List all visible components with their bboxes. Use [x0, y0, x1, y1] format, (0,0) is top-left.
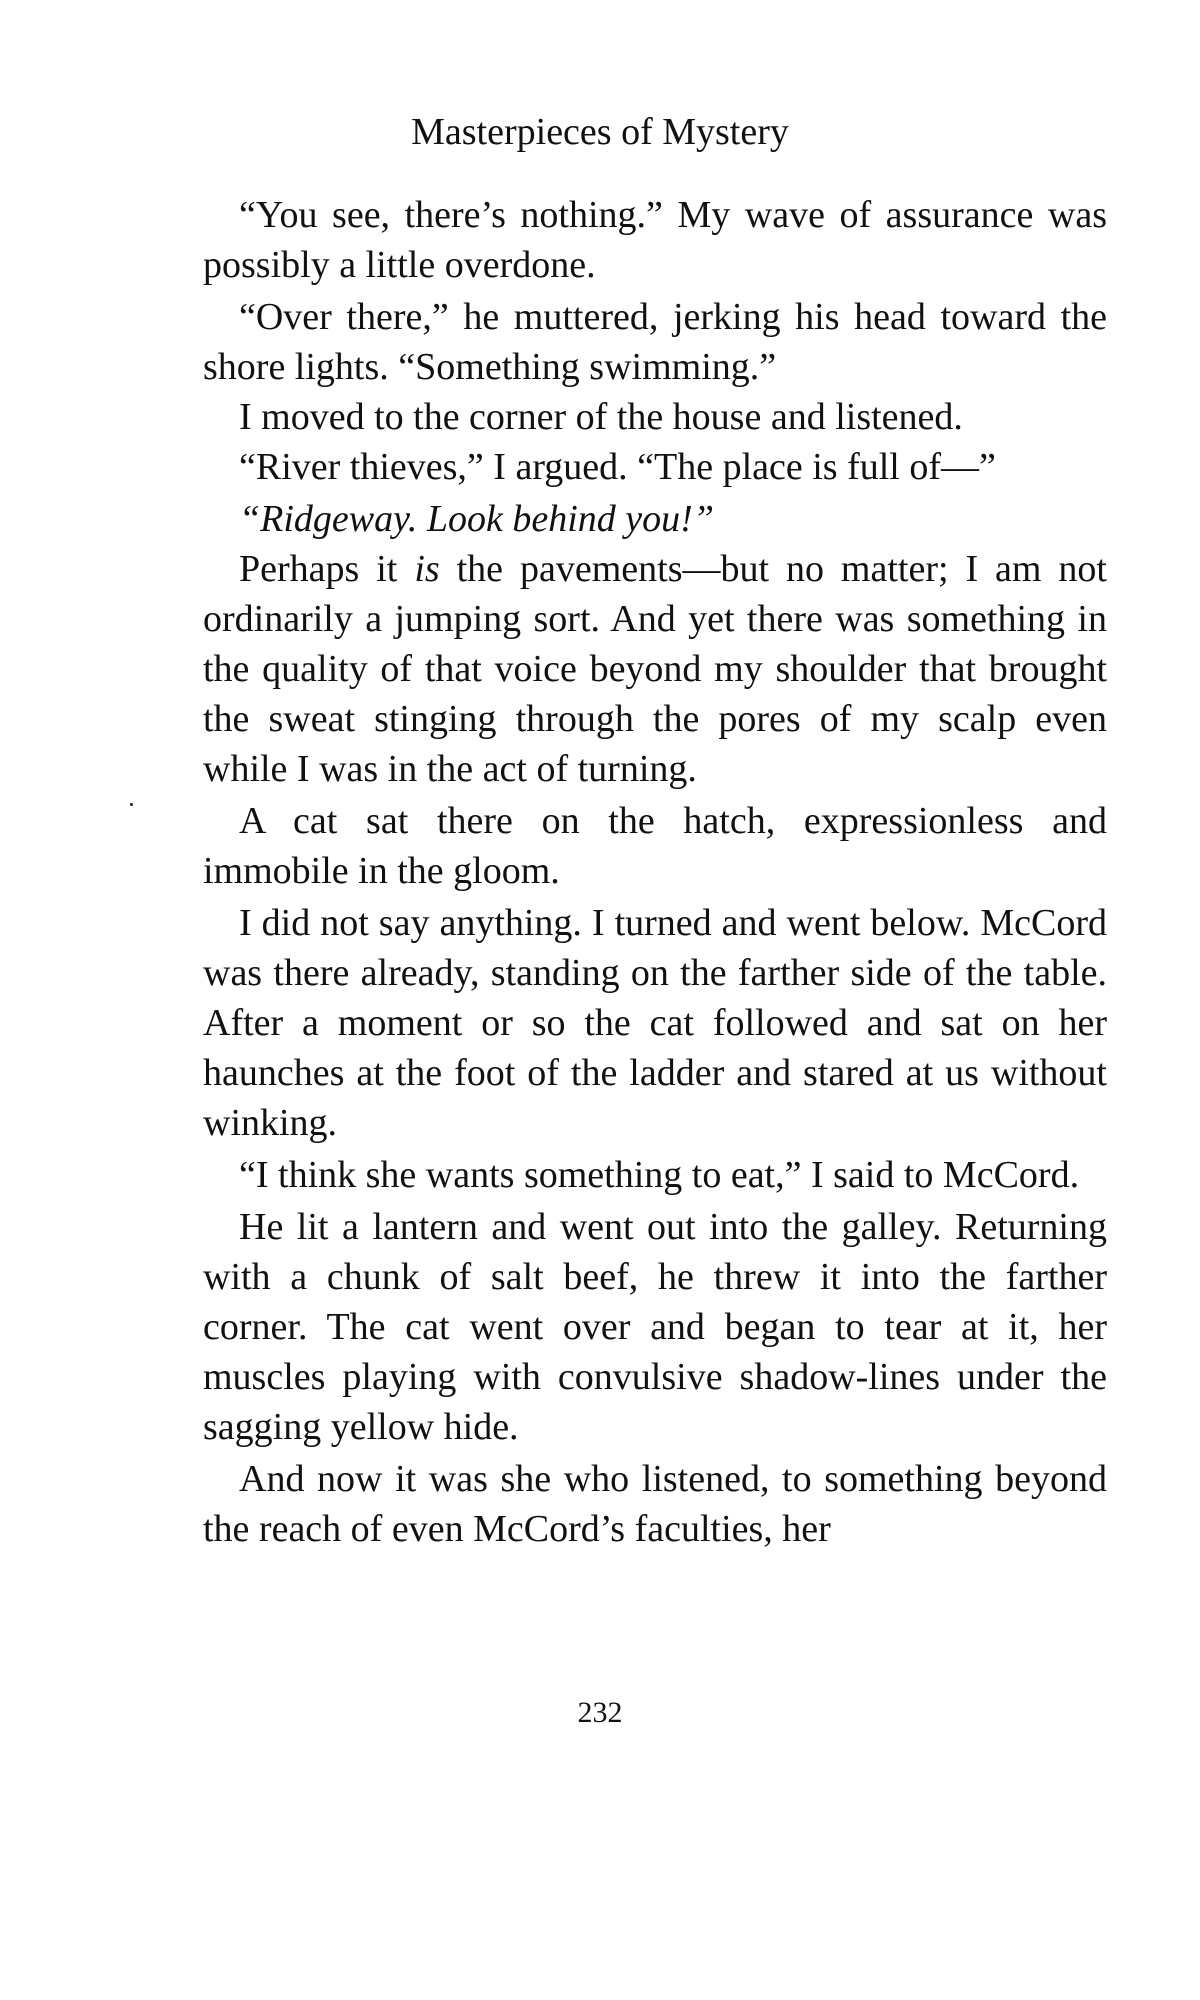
paragraph: “River thieves,” I argued. “The place is full of—” — [239, 446, 996, 488]
paragraph: “I think she wants something to eat,” I said to McCord. — [239, 1154, 1080, 1196]
paragraph: And now it was she who listened, to something beyond the reach of even McCord’s faculties, her — [203, 1458, 1107, 1550]
paragraph: He lit a lantern and went out into the galley. Returning with a chunk of salt beef, he threw it into the farther corner. The cat went over and began to tear at it, her muscles playing with convulsive shadow-lines under the sagging yellow hide. — [203, 1206, 1107, 1448]
text-run: the pavements—but no matter; I am not ordinarily a jumping sort. And yet there was something in the quality of that voice beyond my shoulder that brought the sweat stinging through the pores of my scalp even while I was in the act of turning. — [203, 548, 1107, 790]
emphasis: is — [414, 548, 440, 590]
body-text — [203, 190, 1107, 1554]
paragraph-italic — [203, 494, 1107, 544]
page-number: 232 — [577, 1696, 623, 1729]
paragraph — [203, 544, 1107, 794]
text-run: Perhaps it — [239, 548, 415, 590]
paragraph: “You see, there’s nothing.” My wave of assurance was possibly a little overdone. — [203, 194, 1107, 286]
paragraph: I moved to the corner of the house and listened. — [239, 396, 963, 438]
paragraph: “Over there,” he muttered, jerking his head toward the shore lights. “Something swimming.” — [203, 296, 1107, 388]
paragraph: I did not say anything. I turned and went below. McCord was there already, standing on the farther side of the table. After a moment or so the cat followed and sat on her haunches at the foot of the ladder and stared at us without winking. — [203, 902, 1107, 1144]
running-head: Masterpieces of Mystery — [411, 111, 789, 153]
italic-dialogue: “Ridgeway. Look behind you!” — [239, 498, 714, 540]
paragraph: A cat sat there on the hatch, expressionless and immobile in the gloom. — [203, 800, 1107, 892]
stray-ink-mark — [130, 803, 133, 806]
